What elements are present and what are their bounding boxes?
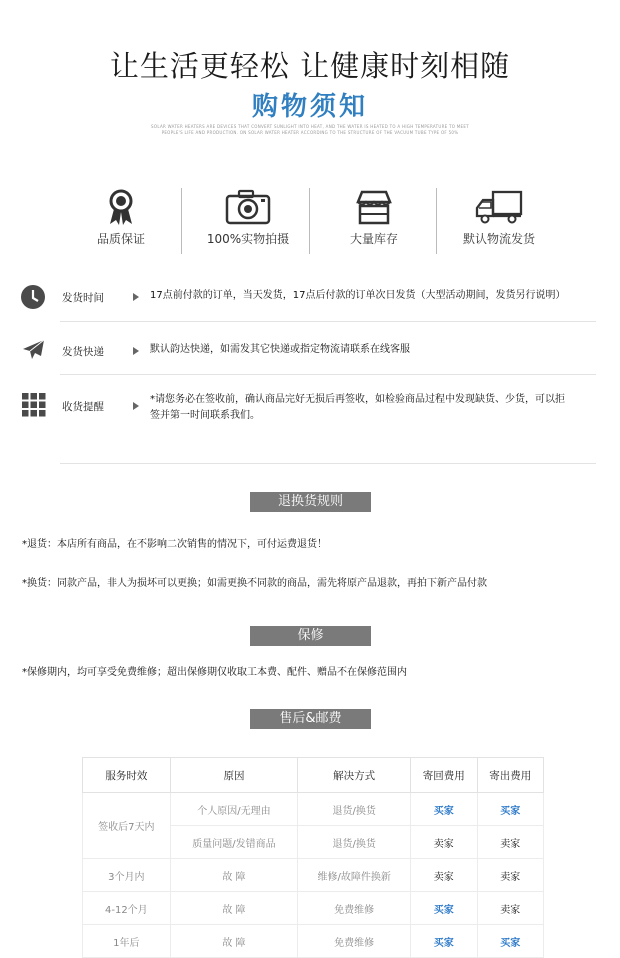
solution-cell: 退货/换货 <box>298 826 411 859</box>
column-header: 原因 <box>170 758 298 793</box>
divider <box>60 463 596 464</box>
period-cell: 3个月内 <box>83 859 171 892</box>
arrow-icon <box>133 402 139 410</box>
aftersale-section-title: 售后&邮费 <box>250 709 371 729</box>
headline: 让生活更轻松 让健康时刻相随 <box>109 49 511 83</box>
returns-section-title: 退换货规则 <box>250 492 371 512</box>
return-policy-note: *退货：本店所有商品，在不影响二次销售的情况下，可付运费退货！ <box>22 539 327 550</box>
return-fee-cell: 卖家 <box>411 859 477 892</box>
divider <box>181 188 182 254</box>
period-cell: 4-12个月 <box>83 892 171 925</box>
delivery-truck-icon <box>473 188 525 226</box>
return-fee-cell: 买家 <box>411 925 477 958</box>
clock-icon <box>20 284 46 310</box>
return-fee-cell: 买家 <box>411 793 477 826</box>
ship-fee-cell: 卖家 <box>477 892 544 925</box>
feature-real-photos <box>185 188 311 258</box>
table-header-row <box>83 758 544 793</box>
column-header: 服务时效 <box>83 758 171 793</box>
table-row <box>83 793 544 826</box>
feature-stock <box>311 188 437 258</box>
solution-cell: 维修/故障件换新 <box>298 859 411 892</box>
grid-icon <box>22 393 46 417</box>
column-header: 寄回费用 <box>411 758 477 793</box>
row-label: 发货时间 <box>62 292 104 304</box>
receipt-reminder-row <box>20 392 600 432</box>
divider <box>60 321 596 322</box>
feature-label: 品质保证 <box>96 232 145 246</box>
airplane-icon <box>20 337 46 363</box>
feature-quality <box>58 188 184 258</box>
table-row <box>83 925 544 958</box>
feature-logistics <box>436 188 562 258</box>
column-header: 寄出费用 <box>477 758 544 793</box>
reason-cell: 故 障 <box>170 925 298 958</box>
period-cell: 1年后 <box>83 925 171 958</box>
page-title: 购物须知 <box>251 92 368 122</box>
solution-cell: 免费维修 <box>298 892 411 925</box>
arrow-icon <box>133 293 139 301</box>
feature-label: 大量库存 <box>349 232 398 246</box>
shipping-time-row <box>20 284 600 310</box>
ship-fee-cell: 卖家 <box>477 826 544 859</box>
camera-icon <box>224 188 272 226</box>
row-text: *请您务必在签收前，确认商品完好无损后再签收，如检验商品过程中发现缺货、少货，可以拒签并第一时间联系我们。 <box>150 394 565 421</box>
reason-cell: 质量问题/发错商品 <box>170 826 298 859</box>
divider <box>60 374 596 375</box>
arrow-icon <box>133 347 139 355</box>
ship-fee-cell: 买家 <box>477 925 544 958</box>
award-ribbon-icon <box>101 188 141 226</box>
warranty-section-title: 保修 <box>250 626 371 646</box>
return-fee-cell: 买家 <box>411 892 477 925</box>
table-row <box>83 859 544 892</box>
ship-fee-cell: 买家 <box>477 793 544 826</box>
column-header: 解决方式 <box>298 758 411 793</box>
warranty-note: *保修期内，均可享受免费维修；超出保修期仅收取工本费、配件、赠品不在保修范围内 <box>22 667 407 678</box>
reason-cell: 故 障 <box>170 859 298 892</box>
row-text: 默认韵达快递，如需发其它快递或指定物流请联系在线客服 <box>150 344 410 355</box>
row-label: 发货快递 <box>62 346 104 358</box>
row-text: 17点前付款的订单，当天发货，17点后付款的订单次日发货（大型活动期间，发货另行说明） <box>150 290 566 301</box>
fine-print: SOLAR WATER HEATERS ARE DEVICES THAT CONVERT SUNLIGHT INTO HEAT, AND THE WATER IS HEATED TO A HIGH TEMPERATURE TO MEET PEOPLE'S LIFE AND PRODUCTION. ON SOLAR WATER HEATER ACCORDING TO THE STRUCTURE OF THE VACUUM TUBE TYPE OF 50% <box>151 124 469 135</box>
exchange-policy-note: *换货：同款产品，非人为损坏可以更换；如需更换不同款的商品，需先将原产品退款，再拍下新产品付款 <box>22 578 487 589</box>
solution-cell: 退货/换货 <box>298 793 411 826</box>
ship-fee-cell: 卖家 <box>477 859 544 892</box>
reason-cell: 个人原因/无理由 <box>170 793 298 826</box>
table-row <box>83 892 544 925</box>
row-label: 收货提醒 <box>62 401 104 413</box>
feature-label: 默认物流发货 <box>462 232 535 246</box>
divider <box>309 188 310 254</box>
period-cell: 签收后7天内 <box>83 793 171 859</box>
reason-cell: 故 障 <box>170 892 298 925</box>
warehouse-icon <box>354 188 394 226</box>
express-row <box>20 337 600 363</box>
aftersale-table <box>82 757 544 958</box>
solution-cell: 免费维修 <box>298 925 411 958</box>
feature-label: 100%实物拍摄 <box>206 232 290 246</box>
return-fee-cell: 卖家 <box>411 826 477 859</box>
